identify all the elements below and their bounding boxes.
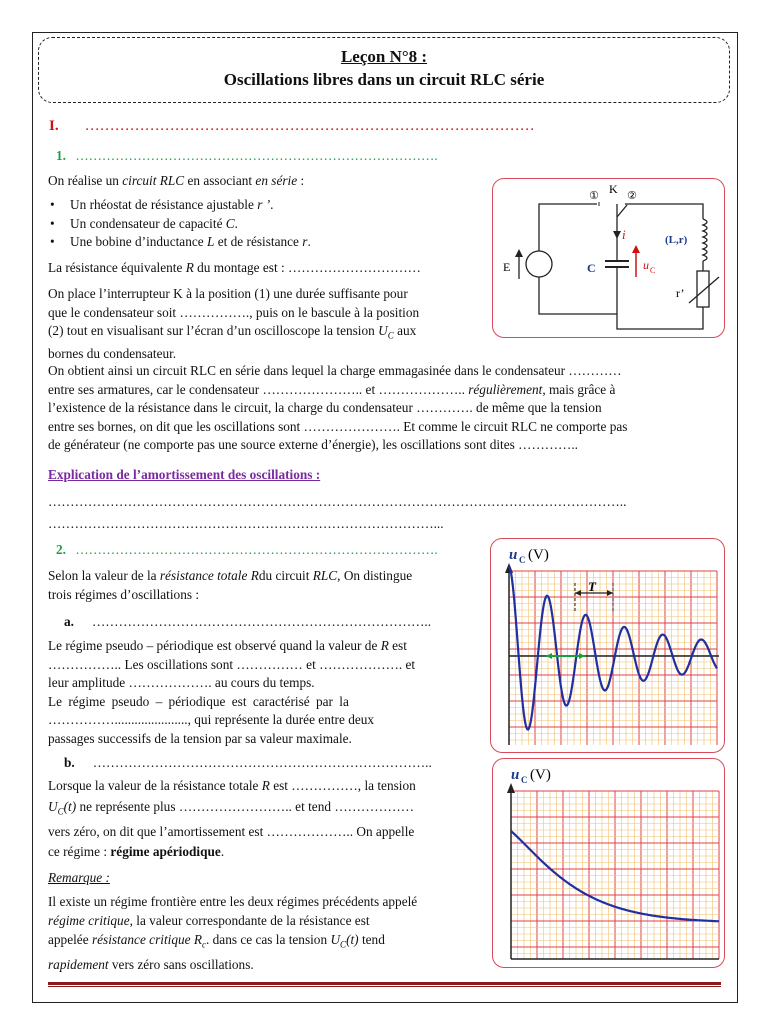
intro-text2: en associant [184, 173, 256, 188]
list-item: • Un rhéostat de résistance ajustable r ’. [48, 196, 488, 215]
subsection-2-dots: ………………………………………………………………………. [75, 542, 438, 557]
uc-label: u [643, 258, 649, 272]
generator-label: E [503, 260, 511, 274]
period-marker-arrow-right [579, 653, 585, 659]
period-label: T [588, 579, 596, 594]
y-axis-sub: C [519, 555, 526, 565]
graph-grid [511, 791, 719, 959]
pseudo-periodic-graph [490, 538, 725, 753]
intro-serie: en série [255, 173, 298, 188]
rheostat-label: r’ [676, 286, 685, 300]
y-axis-label: u [511, 767, 520, 783]
subsection-1-number: 1. [56, 148, 66, 163]
section-heading [49, 118, 535, 135]
aperiodic-paragraph: Lorsque la valeur de la résistance totale R est ……………, la tension $U_C(t)$ ne représente plus …………………….. et tend ……………… vers zéro, on dit que l’amortissement est ……………….. On appelle ce régime : régime apériodique. [48, 778, 416, 860]
pseudo-periodic-paragraph: Le régime pseudo – périodique est observé quand la valeur de R est …………….. Les oscillations sont …………… et ………………. et leur amplitude ………………. au cours du temps. Le régime pseudo – périodique est caractérisé par la ……………......................, qui représente la durée entre deux passages successifs de la tension par sa valeur maximale. [48, 638, 416, 746]
y-axis-label: u [509, 547, 518, 563]
remark-paragraph: Il existe un régime frontière entre les deux régimes précédents appelé régime critique, la valeur correspondante de la résistance est appelée résistance critique $R_c$. dans ce cas la tension $U_C(t)$ tend rapidement vers zéro sans oscillations. [48, 894, 418, 972]
lesson-number: Leçon N°8 : [340, 47, 428, 66]
switch-line-3: (2) tout en visualisant sur l’écran d’un oscilloscope la tension $U_C$ aux [48, 323, 417, 341]
current-label: i [622, 227, 626, 242]
footer-rule-thin [48, 986, 721, 987]
subsection-1-dots: ………………………………………………………………………. [75, 148, 438, 163]
intro-text: On réalise un [48, 173, 123, 188]
y-axis-unit: (V) [530, 767, 551, 783]
list-item: • Une bobine d’inductance L et de résistance r. [48, 233, 488, 252]
subsection-2-heading [56, 541, 438, 560]
section-dots: ……………………………………………………………………………… [84, 118, 535, 134]
uc-sub-label: C [650, 266, 656, 275]
wide-paragraph: On obtient ainsi un circuit RLC en série dans lequel la charge emmagasinée dans le condensateur ………… entre ses armatures, car le condensateur ………………….. et ……………….. régulièrement, mais grâce à l’existence de la résistance dans le circuit, la charge du condensateur …………. de même que la tension entre ses bornes, on dit que les oscillations sont …………………. Et comme le circuit RLC ne comporte pas de générateur (ne comporte pas une source externe d’énergie), les oscillations sont dites ………….. [48, 363, 628, 452]
intro-colon: : [297, 173, 305, 188]
regimes-intro: Selon la valeur de la résistance totale Rdu circuit RLC, On distingue trois régimes d’oscillations : [48, 568, 413, 602]
list-item: • Un condensateur de capacité C. [48, 215, 488, 234]
footer-rule [48, 982, 721, 985]
intro-rlc: circuit RLC [122, 173, 185, 188]
subsection-b-heading: b. ………………………………………………………………….. [64, 755, 432, 770]
subsection-a-heading: a. ………………………………………………………………….. [64, 614, 432, 629]
switch-paragraph [48, 285, 484, 364]
switch-line-2: que le condensateur soit ……………., puis on le bascule à la position [48, 304, 420, 320]
section-numeral: I. [49, 118, 59, 134]
remark-title: Remarque : [48, 870, 110, 885]
graph-grid [509, 571, 717, 745]
title-box [38, 37, 730, 103]
aperiodic-graph [492, 758, 725, 968]
switch-position-1: ① [589, 189, 599, 202]
y-axis-sub: C [521, 775, 528, 785]
y-axis-unit: (V) [528, 547, 549, 563]
resistance-line: La résistance équivalente R du montage est : ………………………… [48, 260, 421, 275]
switch-line-4: bornes du condensateur. [48, 346, 177, 362]
circuit-diagram [492, 178, 725, 338]
switch-line-1: On place l’interrupteur K à la position (1) une durée suffisante pour [48, 286, 408, 301]
explication-dots-1: ………………………………………………………………………………………………………………….. [48, 494, 627, 509]
capacitor-label: C [587, 261, 596, 275]
period-marker-arrow-left [546, 653, 552, 659]
switch-position-2: ② [627, 189, 637, 202]
explication-dots-2: ……………………………………………………………………………... [48, 516, 444, 531]
component-list [48, 196, 488, 252]
lesson-title: Oscillations libres dans un circuit RLC série [223, 70, 545, 89]
explication-title: Explication de l’amortissement des oscillations : [48, 467, 321, 482]
intro-paragraph [48, 172, 488, 191]
coil-label: (L,r) [665, 234, 688, 246]
switch-label: K [609, 182, 618, 196]
subsection-2-number: 2. [56, 542, 66, 557]
subsection-1-heading [56, 147, 438, 166]
rlc-circuit-svg [493, 179, 724, 337]
